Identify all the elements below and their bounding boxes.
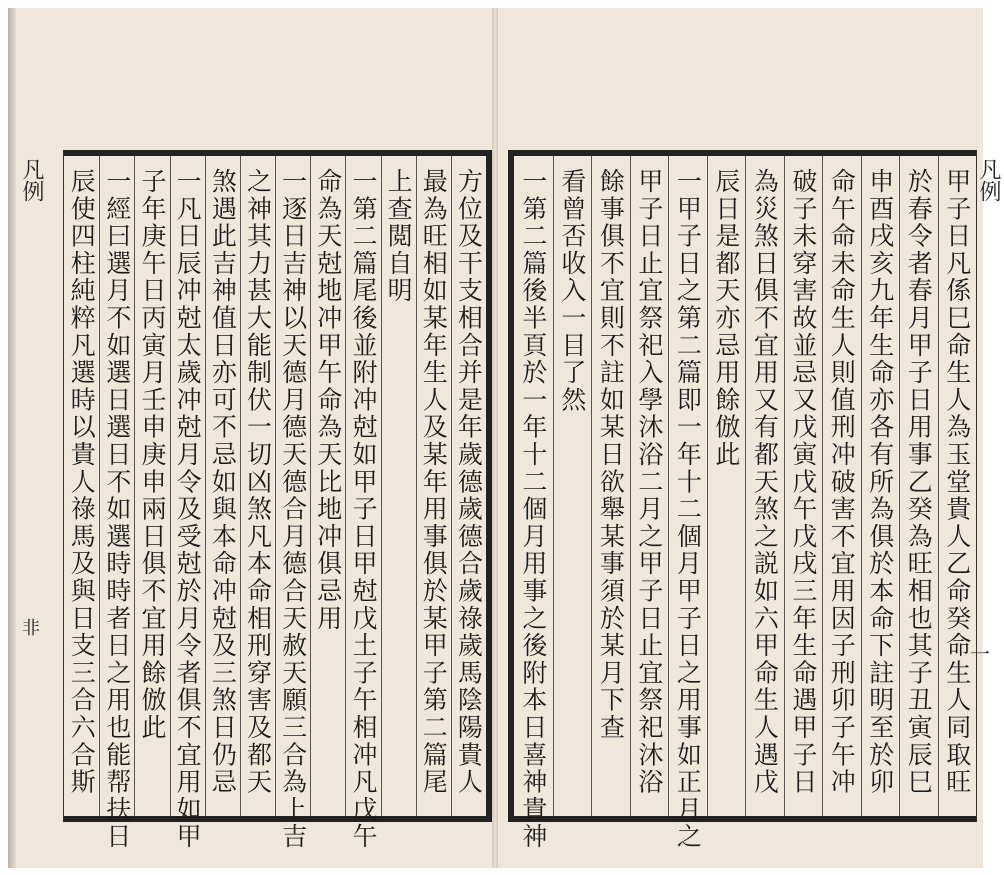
text-column bbox=[784, 156, 822, 816]
left-running-head: 凡例 bbox=[19, 158, 44, 202]
right-text-frame bbox=[508, 150, 977, 851]
text-column bbox=[275, 156, 310, 851]
column-text: 於春令者春月甲子日用事乙癸為旺相也其子丑寅辰巳 bbox=[904, 168, 934, 796]
column-text: 辰使四柱純粹凡選時以貴人祿馬及與日支三合六合斯 bbox=[67, 168, 97, 796]
text-column bbox=[553, 156, 591, 816]
column-text: 一逐日吉神以天德月德天德合月德合天赦天願三合為上吉 bbox=[278, 168, 308, 851]
text-column bbox=[170, 156, 205, 851]
column-text: 一甲子日之第二篇即一年十二個月甲子日之用事如正月之 bbox=[673, 168, 703, 851]
text-column bbox=[451, 156, 486, 816]
text-column bbox=[822, 156, 860, 816]
column-text: 方位及干支相合并是年歲德歲德合歲祿歲馬陰陽貴人 bbox=[454, 168, 484, 796]
text-column bbox=[381, 156, 416, 816]
column-text: 煞遇此吉神值日亦可不忌如與本命冲尅及三煞日仍忌 bbox=[208, 168, 238, 796]
column-text: 一經曰選月不如選日選日不如選時時者日之用也能帮扶日 bbox=[102, 168, 132, 851]
column-text: 命午命未命生人則值刑冲破害不宜用因子刑卯子午冲 bbox=[827, 168, 857, 796]
text-column bbox=[64, 156, 99, 816]
column-text: 為災煞日俱不宜用又有都天煞之説如六甲命生人遇戊 bbox=[750, 168, 780, 796]
left-columns bbox=[64, 156, 486, 851]
text-column bbox=[310, 156, 345, 816]
text-column bbox=[345, 156, 380, 851]
text-column bbox=[668, 156, 706, 851]
left-page bbox=[8, 8, 492, 868]
column-text: 破子未穿害故並忌又戊寅戊午戊戌三年生命遇甲子日 bbox=[788, 168, 818, 796]
page-edge bbox=[8, 8, 16, 868]
text-column bbox=[630, 156, 668, 816]
column-text: 一第二篇後半頁於一年十二個月用事之後附本日喜神貴神 bbox=[518, 168, 548, 851]
text-column bbox=[134, 156, 169, 816]
book-spread bbox=[8, 8, 1001, 868]
column-text: 子年庚午日丙寅月壬申庚申兩日俱不宜用餘倣此 bbox=[138, 168, 168, 742]
left-margin-mark: 非 bbox=[19, 618, 40, 636]
text-column bbox=[591, 156, 629, 816]
text-column bbox=[205, 156, 240, 816]
column-text: 看曾否收入一目了然 bbox=[557, 168, 587, 414]
right-columns bbox=[514, 156, 976, 851]
left-text-frame bbox=[63, 150, 492, 851]
column-text: 上查閲自明 bbox=[384, 168, 414, 305]
text-column bbox=[899, 156, 937, 816]
text-column bbox=[99, 156, 134, 851]
text-column bbox=[938, 156, 976, 816]
column-text: 甲子日止宜祭祀入學沐浴二月之甲子日止宜祭祀沐浴 bbox=[634, 168, 664, 796]
column-text: 申酉戌亥九年生命亦各有所為俱於本命下註明至於卯 bbox=[865, 168, 895, 796]
text-column bbox=[240, 156, 275, 816]
text-column bbox=[745, 156, 783, 816]
column-text: 之神其力甚大能制伏一切凶煞凡本命相刑穿害及都天 bbox=[243, 168, 273, 796]
text-column bbox=[707, 156, 745, 816]
column-text: 一第二篇尾後並附冲尅如甲子日甲尅戊土子午相冲凡戊午 bbox=[348, 168, 378, 851]
text-column bbox=[416, 156, 451, 816]
column-text: 命為天尅地冲甲午命為天比地冲俱忌用 bbox=[313, 168, 343, 633]
text-column bbox=[514, 156, 552, 851]
column-text: 餘事俱不宜則不註如某日欲舉某事須於某月下查 bbox=[596, 168, 626, 742]
column-text: 辰日是都天亦忌用餘倣此 bbox=[711, 168, 741, 469]
text-column bbox=[861, 156, 899, 816]
column-text: 一凡日辰冲尅太歲冲尅月令及受尅於月令者俱不宜用如甲 bbox=[173, 168, 203, 851]
page-number: 一 bbox=[970, 642, 990, 666]
column-text: 最為旺相如某年生人及某年用事俱於某甲子第二篇尾 bbox=[419, 168, 449, 796]
column-text: 甲子日凡係巳命生人為玉堂貴人乙命癸命生人同取旺 bbox=[942, 168, 972, 796]
right-running-head: 凡例 bbox=[976, 158, 1001, 202]
right-page bbox=[498, 8, 1001, 868]
